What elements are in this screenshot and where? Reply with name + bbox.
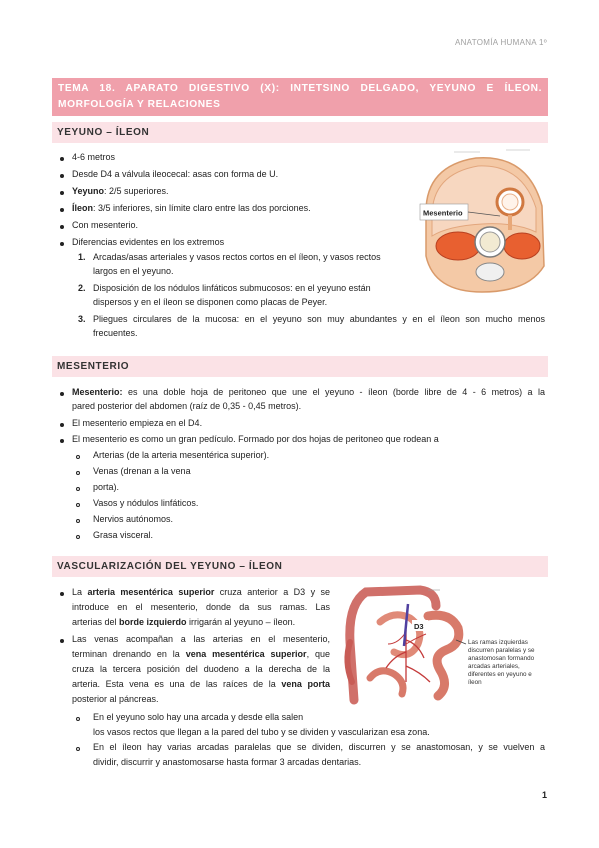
circle-bullet xyxy=(76,503,80,507)
vasc-artery-line1: La arteria mesentérica superior cruza anterior a D3 y se xyxy=(72,587,331,597)
content-portal: porta). xyxy=(93,482,120,492)
bullet-dot xyxy=(60,423,64,427)
circle-bullet xyxy=(76,471,80,475)
vasc-ileum-line1: En el íleon hay varias arcadas paralelas que se dividen, discurren y se anastomosan, y se vuelven a xyxy=(93,742,545,752)
list-number: 3. xyxy=(78,314,86,324)
mesentery-def-line2: pared posterior del abdomen (raíz de 0,35 - 0,45 metros). xyxy=(72,401,302,411)
bullet-dot xyxy=(60,392,64,396)
content-nerves: Nervios autónomos. xyxy=(93,514,174,524)
diff-2-line2: dispersos y en el íleon se disponen como placas de Peyer. xyxy=(93,297,328,307)
text-length: 4-6 metros xyxy=(72,152,116,162)
content-arteries: Arterias (de la arteria mesentérica superior). xyxy=(93,450,270,460)
chapter-title: TEMA 18. APARATO DIGESTIVO (X): INTETSINO DELGADO, YEYUNO E ÍLEON. MORFOLOGÍA Y RELACIONES xyxy=(52,78,548,116)
list-number: 2. xyxy=(78,283,86,293)
text-mesentery: Con mesenterio. xyxy=(72,220,139,230)
circle-bullet xyxy=(76,747,80,751)
vasc-jejunum-line2: los vasos rectos que llegan a la pared del tubo y se dividen y vascularizan esa zona. xyxy=(93,727,430,737)
vasc-vein-line4: arteria. Esta vena es una de las raíces de la vena porta xyxy=(72,679,330,689)
bullet-dot xyxy=(60,208,64,212)
mesentery-cross-section-figure xyxy=(418,146,548,294)
figure-caption-branches: Las ramas izquierdas discurren paralelas y se anastomosan formando arcadas arteriales, diferentes en yeyuno e íleon xyxy=(468,639,535,686)
bullet-dot xyxy=(60,242,64,246)
diff-3-line2: frecuentes. xyxy=(93,328,138,338)
diff-1-line2: largos en el yeyuno. xyxy=(93,266,174,276)
vasc-artery-line2: introduce en el mesenterio, donde da sus ramas. Las xyxy=(72,602,330,612)
figure-label-d3: D3 xyxy=(414,622,424,631)
course-header: ANATOMÍA HUMANA 1º xyxy=(454,38,547,47)
section-heading-vascularizacion: VASCULARIZACIÓN DEL YEYUNO – ÍLEON xyxy=(52,556,548,577)
bullet-dot xyxy=(60,439,64,443)
vasc-vein-line1: Las venas acompañan a las arterias en el mesenterio, xyxy=(72,634,330,644)
bullet-dot xyxy=(60,639,64,643)
circle-bullet xyxy=(76,535,80,539)
section-heading-yeyuno-ileon: YEYUNO – ÍLEON xyxy=(52,122,548,143)
vasc-vein-line5: posterior al páncreas. xyxy=(72,694,159,704)
figure-label-mesenterio: Mesenterio xyxy=(423,208,463,218)
diff-1-line1: Arcadas/asas arteriales y vasos rectos cortos en el íleon, y vasos rectos xyxy=(93,252,381,262)
text-differences: Diferencias evidentes en los extremos xyxy=(72,237,225,247)
text-yeyuno: Yeyuno: 2/5 superiores. xyxy=(72,186,169,196)
content-lymph: Vasos y nódulos linfáticos. xyxy=(93,498,199,508)
circle-bullet xyxy=(76,455,80,459)
content-veins: Venas (drenan a la vena xyxy=(93,466,191,476)
vasc-vein-line2: terminan drenando en la vena mesentérica superior, que xyxy=(72,649,330,659)
circle-bullet xyxy=(76,519,80,523)
bullet-dot xyxy=(60,157,64,161)
vasc-jejunum-line1: En el yeyuno solo hay una arcada y desde ella salen xyxy=(93,712,304,722)
page-number: 1 xyxy=(541,790,547,800)
list-number: 1. xyxy=(78,252,86,262)
circle-bullet xyxy=(76,717,80,721)
diff-2-line1: Disposición de los nódulos linfáticos submucosos: en el yeyuno están xyxy=(93,283,371,293)
bullet-dot xyxy=(60,191,64,195)
text-ileon: Íleon: 3/5 inferiores, sin límite claro entre las dos porciones. xyxy=(72,203,311,213)
section-heading-mesenterio: MESENTERIO xyxy=(52,356,548,377)
vasc-vein-line3: cruza la tercera posición del duodeno a la derecha de la xyxy=(72,664,330,674)
vasc-ileum-line2: dividir, discurrir y anastomosarse hasta formar 3 arcadas dentarias. xyxy=(93,757,362,767)
vasc-artery-line3: arterias del borde izquierdo irrigarán al yeyuno – íleon. xyxy=(72,617,296,627)
vascularization-figure xyxy=(340,582,548,708)
circle-bullet xyxy=(76,487,80,491)
text-extent: Desde D4 a válvula ileocecal: asas con forma de U. xyxy=(72,169,279,179)
bullet-dot xyxy=(60,225,64,229)
bullet-dot xyxy=(60,592,64,596)
diff-3-line1: Pliegues circulares de la mucosa: en el yeyuno son muy abundantes y en el íleon son mucho menos xyxy=(93,314,545,324)
mesentery-def-line1: Mesenterio: es una doble hoja de peritoneo que une el yeyuno - íleon (borde libre de 4 - 6 metros) a la xyxy=(72,387,545,397)
mesentery-start: El mesenterio empieza en el D4. xyxy=(72,418,203,428)
content-fat: Grasa visceral. xyxy=(93,530,154,540)
mesentery-pedicle: El mesenterio es como un gran pedículo. Formado por dos hojas de peritoneo que rodean a xyxy=(72,434,439,444)
bullet-dot xyxy=(60,174,64,178)
